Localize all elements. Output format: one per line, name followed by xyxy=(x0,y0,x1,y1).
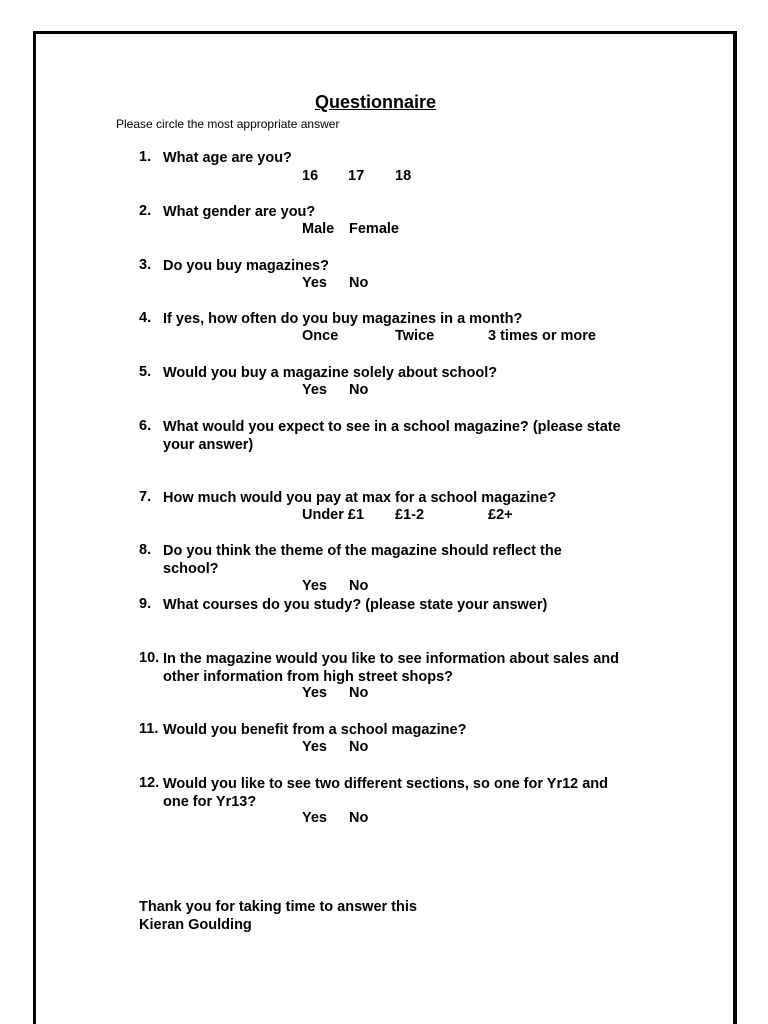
question-text: Do you think the theme of the magazine should reflect the xyxy=(163,543,562,559)
answer-option[interactable]: Yes xyxy=(302,382,327,398)
question-text-continued: other information from high street shops? xyxy=(163,669,454,685)
answer-option[interactable]: Yes xyxy=(302,275,327,291)
answer-option[interactable]: Under £1 xyxy=(302,507,365,523)
question-text: What would you expect to see in a school magazine? (please state xyxy=(163,419,621,435)
question-text: Would you buy a magazine solely about school? xyxy=(163,365,498,381)
answer-option[interactable]: Yes xyxy=(302,810,327,826)
question-text: How much would you pay at max for a school magazine? xyxy=(163,490,557,506)
answer-option[interactable]: £2+ xyxy=(488,507,513,523)
document-title: Questionnaire xyxy=(315,92,437,112)
question-text: What courses do you study? (please state your answer) xyxy=(163,597,548,613)
answer-option[interactable]: £1-2 xyxy=(395,507,425,523)
answer-option[interactable]: Male xyxy=(302,221,335,237)
question-number: 11. xyxy=(139,721,159,737)
answer-option[interactable]: No xyxy=(349,685,369,701)
answer-option[interactable]: Yes xyxy=(302,578,327,594)
question-text-continued: your answer) xyxy=(163,437,254,453)
question-number: 12. xyxy=(139,775,160,791)
answer-option[interactable]: No xyxy=(349,739,369,755)
answer-option[interactable]: Female xyxy=(349,221,399,237)
question-number: 5. xyxy=(139,364,152,380)
answer-option[interactable]: 18 xyxy=(395,168,412,184)
document-page xyxy=(33,31,737,1024)
instruction-text: Please circle the most appropriate answer xyxy=(116,117,340,131)
answer-option[interactable]: No xyxy=(349,275,369,291)
answer-option[interactable]: 3 times or more xyxy=(488,328,596,344)
closing-author: Kieran Goulding xyxy=(139,917,252,933)
answer-option[interactable]: Yes xyxy=(302,739,327,755)
question-number: 1. xyxy=(139,149,152,165)
question-text: Would you like to see two different sections, so one for Yr12 and xyxy=(163,776,609,792)
question-text: Would you benefit from a school magazine? xyxy=(163,722,467,738)
question-number: 4. xyxy=(139,310,152,326)
question-number: 8. xyxy=(139,542,152,558)
answer-option[interactable]: Yes xyxy=(302,685,327,701)
answer-option[interactable]: No xyxy=(349,578,369,594)
closing-thanks: Thank you for taking time to answer this xyxy=(139,899,417,915)
question-number: 2. xyxy=(139,203,152,219)
question-text: Do you buy magazines? xyxy=(163,258,329,274)
answer-option[interactable]: Twice xyxy=(395,328,435,344)
question-text: In the magazine would you like to see information about sales and xyxy=(163,651,620,667)
question-text: What gender are you? xyxy=(163,204,316,220)
question-number: 6. xyxy=(139,418,152,434)
answer-option[interactable]: No xyxy=(349,382,369,398)
question-number: 9. xyxy=(139,596,152,612)
answer-option[interactable]: Once xyxy=(302,328,339,344)
question-text: If yes, how often do you buy magazines in a month? xyxy=(163,311,523,327)
question-number: 7. xyxy=(139,489,152,505)
question-text-continued: one for Yr13? xyxy=(163,794,257,810)
question-number: 10. xyxy=(139,650,160,666)
answer-option[interactable]: 17 xyxy=(348,168,365,184)
question-text: What age are you? xyxy=(163,150,292,166)
question-text-continued: school? xyxy=(163,561,219,577)
question-number: 3. xyxy=(139,257,152,273)
answer-option[interactable]: 16 xyxy=(302,168,319,184)
answer-option[interactable]: No xyxy=(349,810,369,826)
